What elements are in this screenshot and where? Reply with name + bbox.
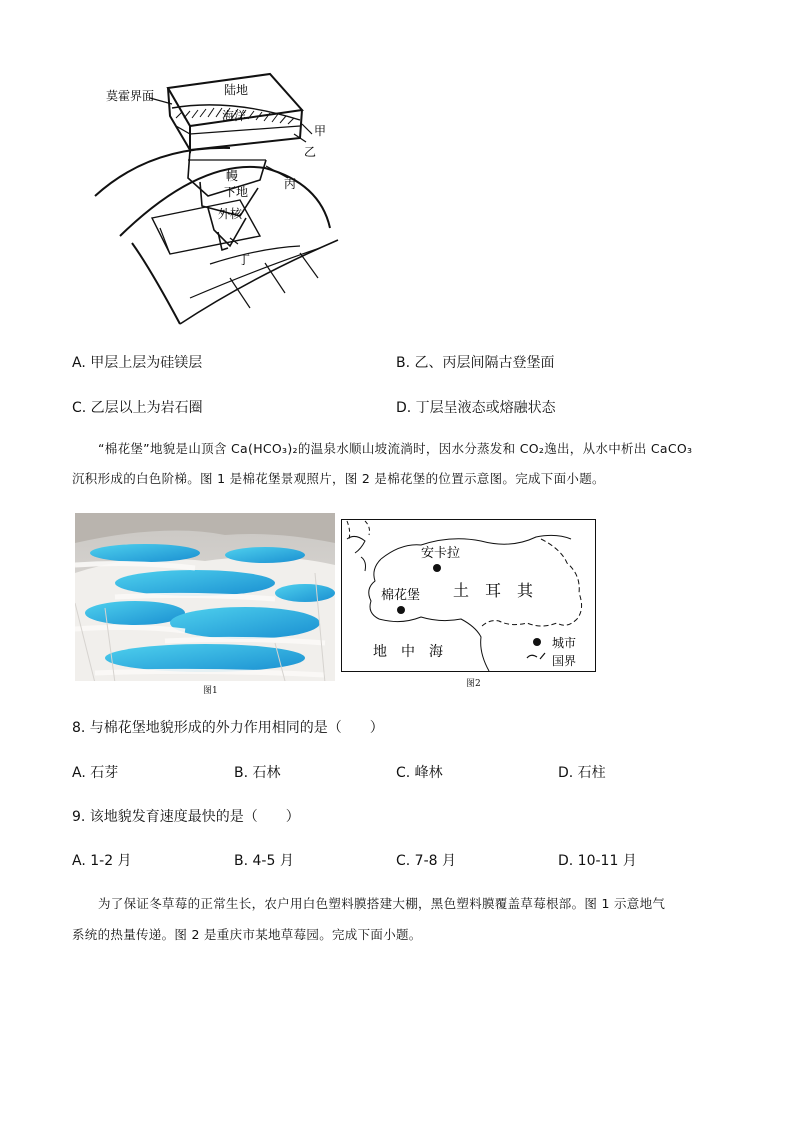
mantle-label-b: 幔 [226,169,239,183]
intro-paragraph-line-1: “棉花堡”地貌是山顶含 Ca(HCO₃)₂的温泉水顺山坡流淌时，因水分蒸发和 CO₂逸出，从水中析出 CaCO₃ [98,441,693,456]
core-label: 外核 [218,207,243,221]
q9-option-a[interactable]: A. 1-2 月 [72,853,132,869]
ankara-label: 安卡拉 [421,546,461,561]
intro3-paragraph-line-1: 为了保证冬草莓的正常生长，农户用白色塑料膜搭建大棚，黑色塑料膜覆盖草莓根部。图 1 示意地气 [98,896,666,911]
layer-yi-label: 乙 [304,145,317,159]
fig1-caption: 图1 [203,686,218,696]
travertine-photo [75,513,335,681]
q9-option-b[interactable]: B. 4-5 月 [234,853,294,869]
layer-ding-label: 丁 [238,253,251,267]
q7-option-b[interactable]: B. 乙、丙层间隔古登堡面 [396,355,555,371]
q9-option-c[interactable]: C. 7-8 月 [396,853,456,869]
q8-option-b[interactable]: B. 石林 [234,765,281,781]
moho-label: 莫霍界面 [106,89,155,103]
q7-option-a[interactable]: A. 甲层上层为硅镁层 [72,355,203,371]
land-label: 陆地 [224,83,249,97]
mediterranean-label: 地 中 海 [373,644,443,660]
q8-option-a[interactable]: A. 石芽 [72,765,119,781]
q9-stem: 9. 该地貌发育速度最快的是（ ） [72,809,300,825]
legend-city-label: 城市 [552,636,577,650]
turkey-label: 土 耳 其 [453,581,534,600]
layer-bing-label: 丙 [284,177,297,191]
q8-option-c[interactable]: C. 峰林 [396,765,443,781]
pamukkale-label: 棉花堡 [381,588,421,603]
q7-option-c[interactable]: C. 乙层以上为岩石圈 [72,400,203,416]
location-map [341,519,596,672]
legend-border-label: 国界 [552,654,577,668]
fig2-caption: 图2 [466,679,481,689]
q8-option-d[interactable]: D. 石柱 [558,765,606,781]
ocean-label: 海洋 [222,109,247,123]
mantle-label-a: 下地 [224,185,249,199]
layer-jia-label: 甲 [314,124,327,138]
intro3-paragraph-line-2: 系统的热量传递。图 2 是重庆市某地草莓园。完成下面小题。 [72,927,422,942]
q7-option-d[interactable]: D. 丁层呈液态或熔融状态 [396,400,556,416]
intro-paragraph-line-2: 沉积形成的白色阶梯。图 1 是棉花堡景观照片，图 2 是棉花堡的位置示意图。完成下面小题。 [72,471,605,486]
q9-option-d[interactable]: D. 10-11 月 [558,853,637,869]
q8-stem: 8. 与棉花堡地貌形成的外力作用相同的是（ ） [72,720,384,736]
earth-interior-diagram [90,68,350,330]
